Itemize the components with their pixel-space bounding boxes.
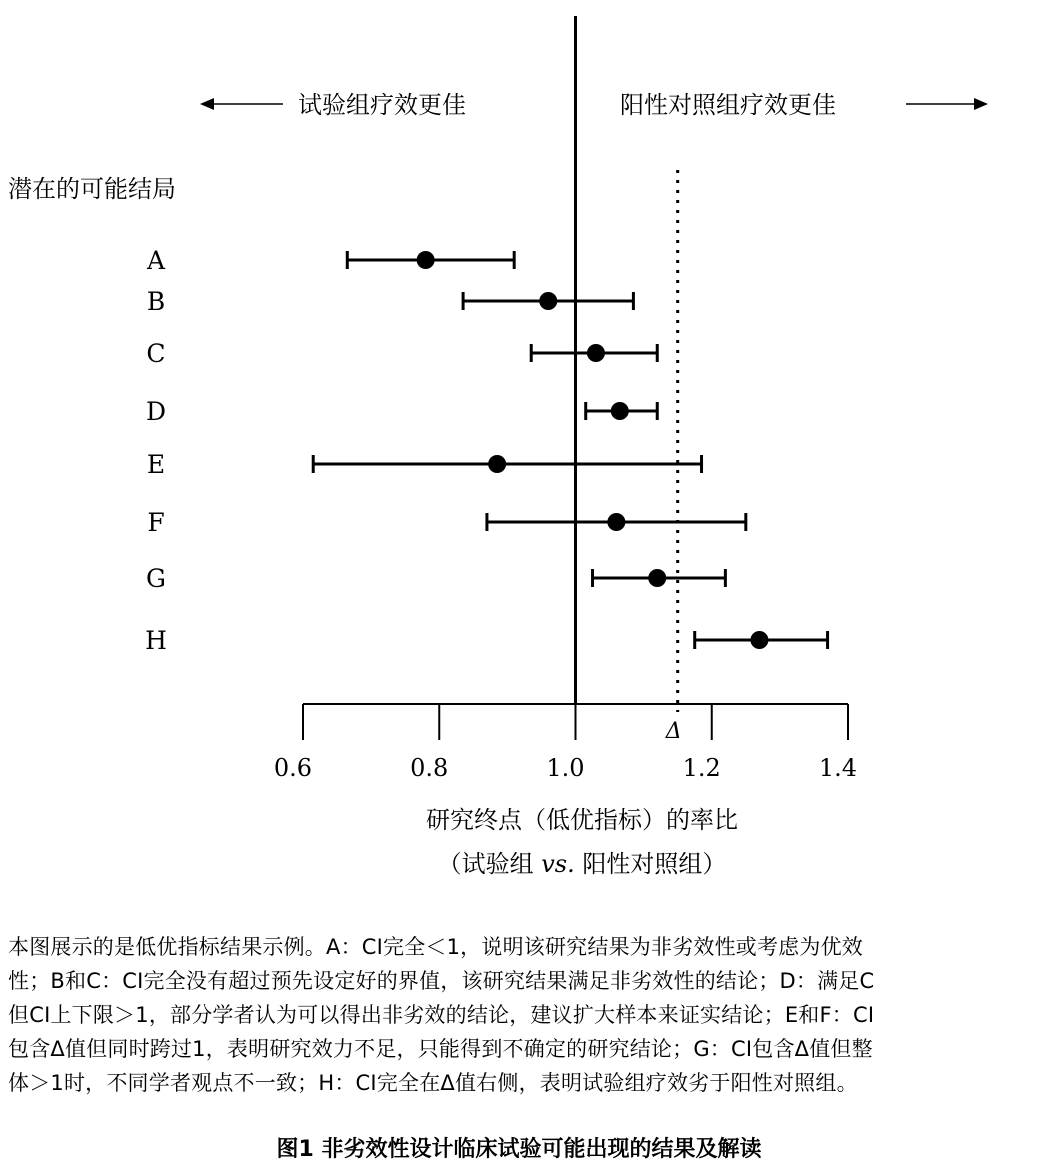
x-tick-label: 0.8: [410, 754, 449, 782]
outcome-label: B: [146, 287, 166, 316]
outcome-label: D: [145, 397, 167, 426]
outcome-label: A: [146, 246, 166, 275]
point-estimate: [750, 631, 768, 649]
point-estimate: [539, 292, 557, 310]
right-direction-label: 阳性对照组疗效更佳: [620, 91, 836, 119]
x-axis-sublabel-part1: （试验组: [437, 850, 542, 878]
outcome-row: [146, 564, 725, 593]
outcome-row: [146, 246, 514, 275]
outcome-label: C: [146, 339, 166, 368]
outcome-label: E: [146, 450, 166, 479]
outcome-row: [147, 287, 634, 316]
point-estimate: [587, 344, 605, 362]
outcome-row: [145, 626, 827, 655]
caption-line-4: 包含Δ值但同时跨过1，表明研究效力不足，只能得到不确定的研究结论；G：CI包含Δ值但整: [8, 1037, 873, 1061]
outcome-row: [147, 508, 745, 537]
outcome-label: G: [146, 564, 166, 593]
caption-line-3: 但CI上下限＞1，部分学者认为可以得出非劣效的结论，建议扩大样本来证实结论；E和F：CI: [8, 1003, 875, 1027]
x-axis-sublabel-part2: 阳性对照组）: [574, 850, 727, 878]
outcome-label: H: [145, 626, 167, 655]
outcome-rows: [145, 246, 827, 655]
margin-label: Δ: [665, 719, 682, 744]
caption-line-2: 性；B和C：CI完全没有超过预先设定好的界值，该研究结果满足非劣效性的结论；D：满足C: [8, 969, 875, 993]
point-estimate: [488, 455, 506, 473]
outcome-label: F: [147, 508, 165, 537]
outcome-row: [146, 339, 657, 368]
left-direction-arrow: [200, 98, 283, 110]
point-estimate: [611, 402, 629, 420]
group-label: 潜在的可能结局: [8, 175, 176, 203]
x-tick-label: 1.4: [818, 754, 858, 782]
x-axis-sublabel-vs: vs.: [541, 850, 575, 878]
figure-caption: [8, 930, 1028, 1100]
outcome-row: [147, 450, 702, 479]
x-axis-sublabel: [438, 850, 727, 878]
x-tick-label: 0.6: [273, 754, 313, 782]
point-estimate: [417, 251, 435, 269]
x-axis-label: 研究终点（低优指标）的率比: [426, 806, 738, 834]
x-tick-label: 1.0: [546, 754, 585, 782]
caption-line-5: 体＞1时，不同学者观点不一致；H：CI完全在Δ值右侧，表明试验组疗效劣于阳性对照组。: [8, 1071, 858, 1095]
caption-line-1: 本图展示的是低优指标结果示例。A：CI完全＜1，说明该研究结果为非劣效性或考虑为优效: [8, 935, 863, 959]
point-estimate: [648, 569, 666, 587]
figure-title: 图1 非劣效性设计临床试验可能出现的结果及解读: [276, 1137, 762, 1162]
outcome-row: [146, 397, 657, 426]
left-direction-label: 试验组疗效更佳: [298, 91, 466, 119]
point-estimate: [607, 513, 625, 531]
x-tick-label: 1.2: [682, 754, 721, 782]
right-direction-arrow: [906, 98, 988, 110]
x-axis: [274, 704, 857, 782]
